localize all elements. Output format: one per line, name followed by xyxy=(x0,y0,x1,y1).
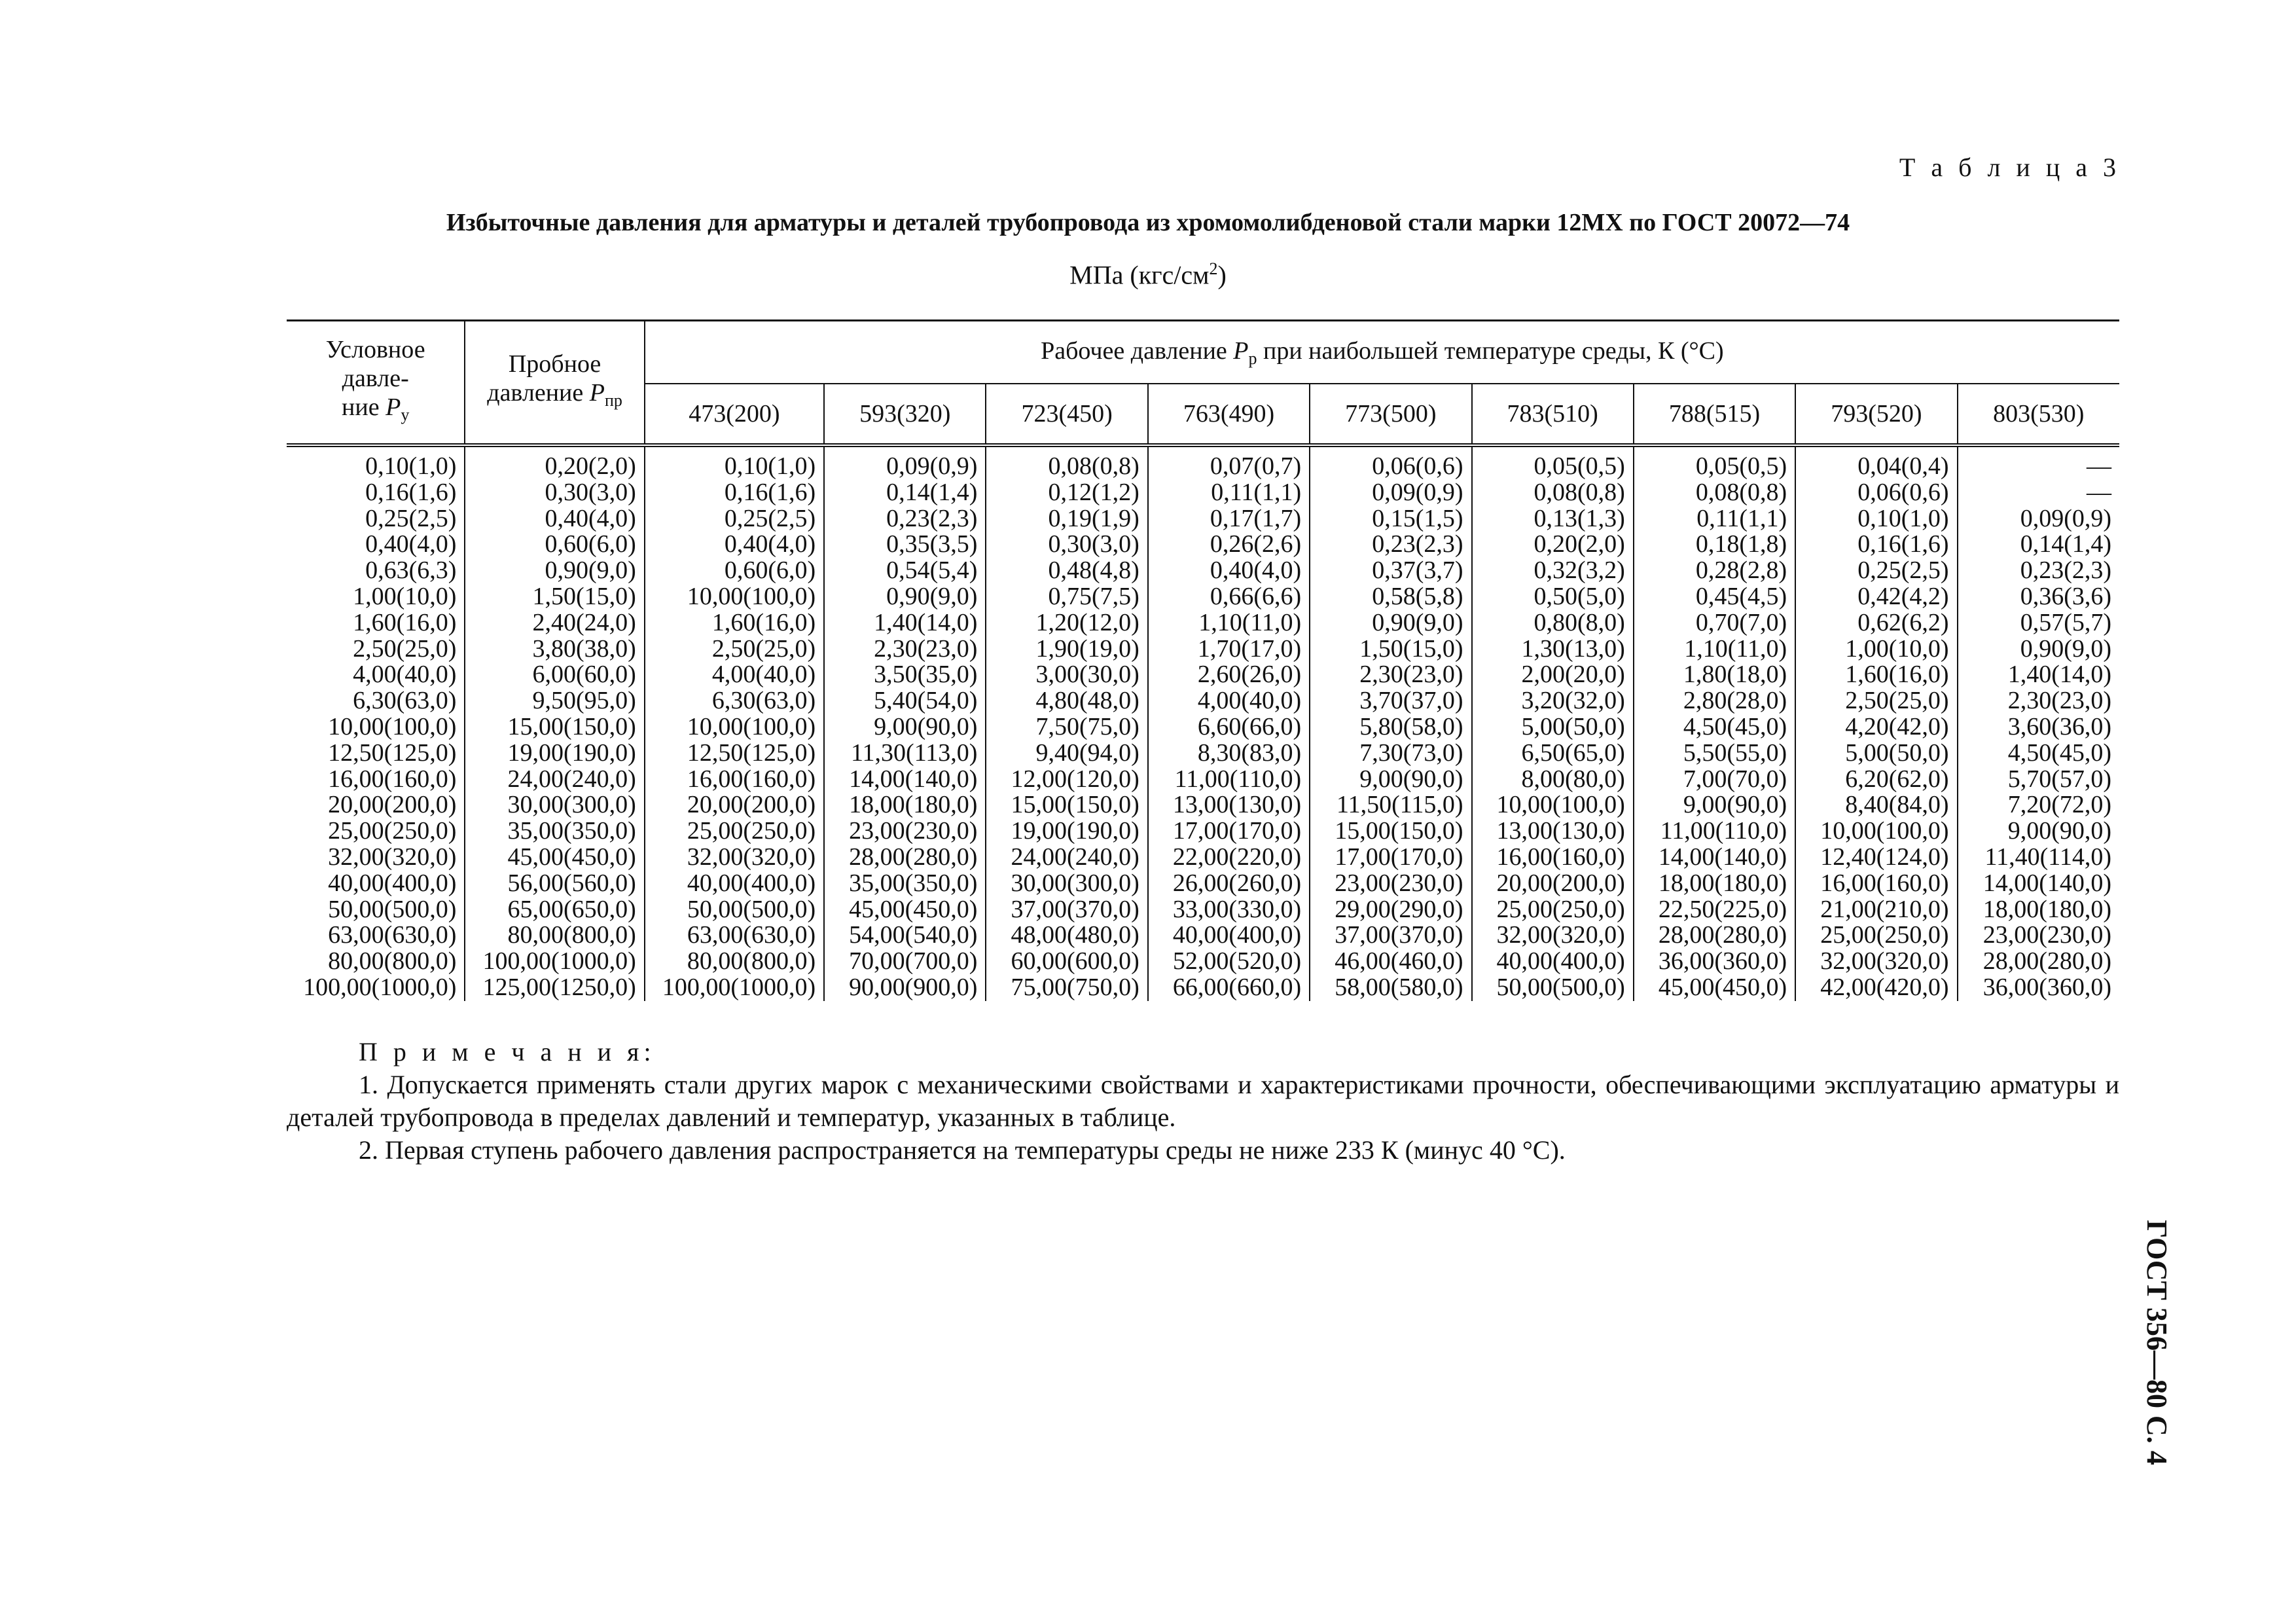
table-cell: 1,30(13,0) xyxy=(1472,636,1634,663)
table-cell: 12,00(120,0) xyxy=(986,767,1147,793)
table-cell: 18,00(180,0) xyxy=(1634,871,1795,897)
table-cell: 36,00(360,0) xyxy=(1634,949,1795,975)
table-cell: 54,00(540,0) xyxy=(824,922,986,949)
units-main: МПа (кгс/см xyxy=(1069,260,1210,290)
table-row xyxy=(287,818,2119,845)
table-cell: 35,00(350,0) xyxy=(465,818,644,845)
table-cell: 5,70(57,0) xyxy=(2007,765,2111,793)
table-row xyxy=(287,922,2119,949)
table-cell: 0,04(0,4) xyxy=(1795,445,1957,480)
table-cell: 56,00(560,0) xyxy=(465,871,644,897)
header-nominal-sub: у xyxy=(401,405,410,424)
table-cell: 19,00(190,0) xyxy=(986,818,1147,845)
table-cell: 0,90(9,0) xyxy=(824,584,986,610)
table-cell: 0,16(1,6) xyxy=(645,480,824,506)
header-test-sub: пр xyxy=(604,391,622,410)
table-cell: 90,00(900,0) xyxy=(824,975,986,1001)
table-cell: 66,00(660,0) xyxy=(1148,975,1310,1001)
table-cell: 1,00(10,0) xyxy=(1795,636,1957,663)
temperature-header: 788(515) xyxy=(1634,384,1795,445)
table-cell: 0,58(5,8) xyxy=(1310,584,1471,610)
table-cell: 22,00(220,0) xyxy=(1148,845,1310,871)
table-cell: 16,00(160,0) xyxy=(1472,845,1634,871)
table-cell: 19,00(190,0) xyxy=(465,740,644,767)
table-cell: 2,60(26,0) xyxy=(1148,662,1310,688)
table-cell: 2,50(25,0) xyxy=(645,636,824,663)
table-cell: 0,10(1,0) xyxy=(1795,506,1957,532)
table-row xyxy=(287,558,2119,584)
table-row xyxy=(287,897,2119,923)
table-cell: 3,80(38,0) xyxy=(465,636,644,663)
table-cell: 9,00(90,0) xyxy=(824,714,986,740)
table-cell: 16,00(160,0) xyxy=(645,767,824,793)
table-cell: 32,00(320,0) xyxy=(1795,949,1957,975)
table-cell: 0,13(1,3) xyxy=(1472,506,1634,532)
table-cell: 24,00(240,0) xyxy=(465,767,644,793)
table-cell: 65,00(650,0) xyxy=(465,897,644,923)
table-cell: 0,25(2,5) xyxy=(645,506,824,532)
table-cell: 1,90(19,0) xyxy=(986,636,1147,663)
table-cell: 0,11(1,1) xyxy=(1634,506,1795,532)
note-item: 2. Первая ступень рабочего давления распространяется на температуры среды не ниже 233 К (минус 40 °С). xyxy=(359,1135,1566,1165)
table-cell: 1,10(11,0) xyxy=(1634,636,1795,663)
table-cell: 0,90(9,0) xyxy=(2020,634,2111,663)
table-cell: 40,00(400,0) xyxy=(645,871,824,897)
table-cell: 0,50(5,0) xyxy=(1472,584,1634,610)
table-cell: 5,50(55,0) xyxy=(1634,740,1795,767)
table-cell: 1,40(14,0) xyxy=(824,610,986,636)
table-row xyxy=(287,975,2119,1001)
table-cell: 13,00(130,0) xyxy=(1472,818,1634,845)
table-cell: 100,00(1000,0) xyxy=(287,975,465,1001)
table-cell: 7,20(72,0) xyxy=(2007,791,2111,819)
table-cell: 10,00(100,0) xyxy=(287,714,465,740)
table-cell: 0,23(2,3) xyxy=(1310,532,1471,558)
table-cell: 0,25(2,5) xyxy=(287,506,465,532)
table-cell: 0,10(1,0) xyxy=(645,445,824,480)
table-cell: 2,50(25,0) xyxy=(1795,688,1957,714)
table-cell: 125,00(1250,0) xyxy=(465,975,644,1001)
table-cell: 2,40(24,0) xyxy=(465,610,644,636)
table-cell: 2,30(23,0) xyxy=(824,636,986,663)
table-cell: 5,00(50,0) xyxy=(1795,740,1957,767)
table-cell: 14,00(140,0) xyxy=(1634,845,1795,871)
table-cell: 28,00(280,0) xyxy=(1634,922,1795,949)
table-cell: 32,00(320,0) xyxy=(287,845,465,871)
header-nominal-pressure xyxy=(287,321,465,446)
table-cell: 18,00(180,0) xyxy=(1982,895,2111,923)
table-cell: 37,00(370,0) xyxy=(1310,922,1471,949)
table-cell: 0,11(1,1) xyxy=(1148,480,1310,506)
table-row xyxy=(287,949,2119,975)
table-cell: 0,10(1,0) xyxy=(287,445,465,480)
table-cell: 70,00(700,0) xyxy=(824,949,986,975)
table-cell: 0,05(0,5) xyxy=(1634,445,1795,480)
table-cell: 0,57(5,7) xyxy=(2020,608,2111,636)
table-cell: 9,40(94,0) xyxy=(986,740,1147,767)
table-cell: 6,50(65,0) xyxy=(1472,740,1634,767)
table-cell: 0,06(0,6) xyxy=(1795,480,1957,506)
header-nominal-line1: Условное давле- xyxy=(325,336,425,392)
table-row xyxy=(287,767,2119,793)
temperature-header: 773(500) xyxy=(1310,384,1471,445)
table-cell: 9,00(90,0) xyxy=(2007,817,2111,845)
table-cell: 6,00(60,0) xyxy=(465,662,644,688)
table-cell: 36,00(360,0) xyxy=(1982,973,2111,1001)
table-cell: 0,28(2,8) xyxy=(1634,558,1795,584)
table-cell: 4,00(40,0) xyxy=(1148,688,1310,714)
table-cell: 0,30(3,0) xyxy=(986,532,1147,558)
header-working-text-a: Рабочее давление xyxy=(1041,337,1234,365)
table-cell: 0,20(2,0) xyxy=(1472,532,1634,558)
table-cell: 18,00(180,0) xyxy=(824,792,986,818)
temperature-header: 803(530) xyxy=(1958,384,2119,445)
table-cell: 1,50(15,0) xyxy=(1310,636,1471,663)
notes-section xyxy=(287,1036,2119,1167)
table-cell: 17,00(170,0) xyxy=(1310,845,1471,871)
table-cell: 24,00(240,0) xyxy=(986,845,1147,871)
table-cell: 30,00(300,0) xyxy=(465,792,644,818)
table-cell: 8,40(84,0) xyxy=(1795,792,1957,818)
table-cell: 15,00(150,0) xyxy=(1310,818,1471,845)
header-test-pressure xyxy=(465,321,644,446)
pressure-table xyxy=(287,319,2119,1001)
table-label: Т а б л и ц а 3 xyxy=(1899,153,2121,182)
table-cell: — xyxy=(2087,478,2111,506)
table-cell: 2,30(23,0) xyxy=(2007,687,2111,715)
table-cell: 40,00(400,0) xyxy=(287,871,465,897)
temperature-header: 763(490) xyxy=(1148,384,1310,445)
table-cell: 0,14(1,4) xyxy=(2020,530,2111,558)
table-cell: 15,00(150,0) xyxy=(986,792,1147,818)
table-cell: 21,00(210,0) xyxy=(1795,897,1957,923)
table-cell: 6,20(62,0) xyxy=(1795,767,1957,793)
table-cell: 4,00(40,0) xyxy=(645,662,824,688)
document-title: Избыточные давления для арматуры и деталей трубопровода из хромомолибденовой стали марки 12МХ по ГОСТ 20072—74 xyxy=(446,209,1850,236)
table-cell: 11,30(113,0) xyxy=(824,740,986,767)
table-cell: 12,50(125,0) xyxy=(287,740,465,767)
notes-title: П р и м е ч а н и я: xyxy=(359,1037,656,1067)
table-cell: 52,00(520,0) xyxy=(1148,949,1310,975)
table-cell: 12,50(125,0) xyxy=(645,740,824,767)
table-cell: 100,00(1000,0) xyxy=(465,949,644,975)
table-cell: 2,50(25,0) xyxy=(287,636,465,663)
table-cell: 23,00(230,0) xyxy=(824,818,986,845)
header-test-line2: давление xyxy=(487,379,590,407)
table-cell: 11,40(114,0) xyxy=(1984,843,2111,871)
table-cell: 0,16(1,6) xyxy=(1795,532,1957,558)
table-cell: 7,30(73,0) xyxy=(1310,740,1471,767)
temperature-header: 723(450) xyxy=(986,384,1147,445)
units-close: ) xyxy=(1217,260,1227,290)
header-nominal-line2: ние xyxy=(342,393,386,421)
table-row xyxy=(287,532,2119,558)
table-cell: 0,07(0,7) xyxy=(1148,445,1310,480)
table-cell: 1,50(15,0) xyxy=(465,584,644,610)
table-cell: 0,17(1,7) xyxy=(1148,506,1310,532)
table-cell: 50,00(500,0) xyxy=(645,897,824,923)
table-cell: 25,00(250,0) xyxy=(1472,897,1634,923)
table-cell: 80,00(800,0) xyxy=(645,949,824,975)
table-cell: 2,80(28,0) xyxy=(1634,688,1795,714)
table-cell: 3,60(36,0) xyxy=(2007,712,2111,740)
header-working-symbol: P xyxy=(1233,337,1249,365)
table-cell: 20,00(200,0) xyxy=(1472,871,1634,897)
table-cell: 2,00(20,0) xyxy=(1472,662,1634,688)
table-cell: 10,00(100,0) xyxy=(645,714,824,740)
table-cell: 9,00(90,0) xyxy=(1634,792,1795,818)
table-cell: 0,40(4,0) xyxy=(645,532,824,558)
table-cell: 0,63(6,3) xyxy=(287,558,465,584)
temperature-header: 473(200) xyxy=(645,384,824,445)
table-cell: 0,75(7,5) xyxy=(986,584,1147,610)
table-cell: 0,09(0,9) xyxy=(824,445,986,480)
table-cell: 7,00(70,0) xyxy=(1634,767,1795,793)
table-cell: 0,26(2,6) xyxy=(1148,532,1310,558)
table-cell: 4,80(48,0) xyxy=(986,688,1147,714)
table-cell: 13,00(130,0) xyxy=(1148,792,1310,818)
header-nominal-symbol: P xyxy=(386,393,401,421)
table-row xyxy=(287,871,2119,897)
table-cell: 0,37(3,7) xyxy=(1310,558,1471,584)
table-cell: 25,00(250,0) xyxy=(645,818,824,845)
table-cell: 5,40(54,0) xyxy=(824,688,986,714)
table-cell: 0,60(6,0) xyxy=(465,532,644,558)
table-cell: 0,45(4,5) xyxy=(1634,584,1795,610)
table-cell: 0,54(5,4) xyxy=(824,558,986,584)
table-cell: 12,40(124,0) xyxy=(1795,845,1957,871)
table-cell: 0,18(1,8) xyxy=(1634,532,1795,558)
table-cell: 0,90(9,0) xyxy=(465,558,644,584)
table-cell: 100,00(1000,0) xyxy=(645,975,824,1001)
table-row xyxy=(287,636,2119,663)
note-item: 1. Допускается применять стали других марок с механическими свойствами и характеристиками прочности, обеспечивающими эксплуатацию арматуры и деталей трубопровода в пределах давлений и температур, указанных в таблице. xyxy=(287,1070,2119,1132)
table-body xyxy=(287,445,2119,1001)
table-cell: 10,00(100,0) xyxy=(1472,792,1634,818)
table-cell: 3,50(35,0) xyxy=(824,662,986,688)
table-cell: 25,00(250,0) xyxy=(1795,922,1957,949)
table-cell: 1,70(17,0) xyxy=(1148,636,1310,663)
table-cell: 0,23(2,3) xyxy=(824,506,986,532)
table-cell: 0,32(3,2) xyxy=(1472,558,1634,584)
table-cell: 5,80(58,0) xyxy=(1310,714,1471,740)
table-cell: 0,30(3,0) xyxy=(465,480,644,506)
table-cell: 6,30(63,0) xyxy=(645,688,824,714)
table-cell: 42,00(420,0) xyxy=(1795,975,1957,1001)
table-cell: 40,00(400,0) xyxy=(1472,949,1634,975)
table-cell: 1,80(18,0) xyxy=(1634,662,1795,688)
table-cell: 26,00(260,0) xyxy=(1148,871,1310,897)
table-cell: 29,00(290,0) xyxy=(1310,897,1471,923)
header-working-text-b: при наибольшей температуре среды, К (°С) xyxy=(1257,337,1724,365)
table-row xyxy=(287,584,2119,610)
table-cell: 0,09(0,9) xyxy=(1310,480,1471,506)
table-cell: 50,00(500,0) xyxy=(287,897,465,923)
table-cell: 80,00(800,0) xyxy=(287,949,465,975)
table-cell: 20,00(200,0) xyxy=(645,792,824,818)
table-cell: 1,60(16,0) xyxy=(287,610,465,636)
table-cell: 80,00(800,0) xyxy=(465,922,644,949)
table-cell: 0,08(0,8) xyxy=(1634,480,1795,506)
table-cell: 25,00(250,0) xyxy=(287,818,465,845)
table-cell: 1,60(16,0) xyxy=(645,610,824,636)
table-cell: 20,00(200,0) xyxy=(287,792,465,818)
header-working-pressure xyxy=(645,321,2119,384)
table-cell: 8,30(83,0) xyxy=(1148,740,1310,767)
table-cell: 16,00(160,0) xyxy=(1795,871,1957,897)
table-cell: 30,00(300,0) xyxy=(986,871,1147,897)
table-cell: 0,40(4,0) xyxy=(1148,558,1310,584)
table-row xyxy=(287,662,2119,688)
table-cell: 0,90(9,0) xyxy=(1310,610,1471,636)
header-test-line1: Пробное xyxy=(508,350,601,378)
table-cell: 0,23(2,3) xyxy=(2020,556,2111,585)
table-cell: 63,00(630,0) xyxy=(645,922,824,949)
table-cell: 45,00(450,0) xyxy=(824,897,986,923)
table-cell: 45,00(450,0) xyxy=(1634,975,1795,1001)
table-cell: 63,00(630,0) xyxy=(287,922,465,949)
table-cell: 4,00(40,0) xyxy=(287,662,465,688)
table-cell: 50,00(500,0) xyxy=(1472,975,1634,1001)
table-cell: 0,08(0,8) xyxy=(986,445,1147,480)
table-cell: 1,10(11,0) xyxy=(1148,610,1310,636)
table-cell: 8,00(80,0) xyxy=(1472,767,1634,793)
table-cell: 28,00(280,0) xyxy=(824,845,986,871)
table-cell: 1,20(12,0) xyxy=(986,610,1147,636)
side-page-mark xyxy=(2130,1211,2183,1473)
table-cell: 0,25(2,5) xyxy=(1795,558,1957,584)
table-cell: 0,42(4,2) xyxy=(1795,584,1957,610)
table-row xyxy=(287,740,2119,767)
table-row xyxy=(287,714,2119,740)
table-cell: 15,00(150,0) xyxy=(465,714,644,740)
units-label xyxy=(0,259,2296,290)
table-cell: 0,16(1,6) xyxy=(287,480,465,506)
header-working-sub: р xyxy=(1248,348,1257,368)
table-cell: 0,80(8,0) xyxy=(1472,610,1634,636)
table-row xyxy=(287,480,2119,506)
table-cell: 0,09(0,9) xyxy=(2020,504,2111,532)
table-cell: 22,50(225,0) xyxy=(1634,897,1795,923)
temperature-header: 783(510) xyxy=(1472,384,1634,445)
table-cell: 0,62(6,2) xyxy=(1795,610,1957,636)
table-cell: 6,30(63,0) xyxy=(287,688,465,714)
table-cell: 0,48(4,8) xyxy=(986,558,1147,584)
table-cell: 11,00(110,0) xyxy=(1148,767,1310,793)
table-cell: 4,50(45,0) xyxy=(1634,714,1795,740)
table-cell: 9,00(90,0) xyxy=(1310,767,1471,793)
table-cell: 58,00(580,0) xyxy=(1310,975,1471,1001)
table-cell: 0,20(2,0) xyxy=(465,445,644,480)
table-cell: — xyxy=(2087,452,2111,480)
table-cell: 0,15(1,5) xyxy=(1310,506,1471,532)
table-row xyxy=(287,792,2119,818)
table-cell: 0,66(6,6) xyxy=(1148,584,1310,610)
table-cell: 0,40(4,0) xyxy=(465,506,644,532)
table-cell: 10,00(100,0) xyxy=(1795,818,1957,845)
header-test-symbol: P xyxy=(589,379,605,407)
table-cell: 5,00(50,0) xyxy=(1472,714,1634,740)
table-cell: 17,00(170,0) xyxy=(1148,818,1310,845)
table-cell: 0,40(4,0) xyxy=(287,532,465,558)
table-row xyxy=(287,506,2119,532)
table-cell: 0,19(1,9) xyxy=(986,506,1147,532)
table-cell: 7,50(75,0) xyxy=(986,714,1147,740)
table-cell: 46,00(460,0) xyxy=(1310,949,1471,975)
table-cell: 0,14(1,4) xyxy=(824,480,986,506)
table-cell: 32,00(320,0) xyxy=(645,845,824,871)
units-superscript: 2 xyxy=(1209,259,1218,278)
table-cell: 11,50(115,0) xyxy=(1310,792,1471,818)
table-cell: 3,70(37,0) xyxy=(1310,688,1471,714)
table-cell: 40,00(400,0) xyxy=(1148,922,1310,949)
table-cell: 0,05(0,5) xyxy=(1472,445,1634,480)
table-cell: 14,00(140,0) xyxy=(1982,869,2111,897)
table-cell: 6,60(66,0) xyxy=(1148,714,1310,740)
temperature-header: 793(520) xyxy=(1795,384,1957,445)
table-cell: 37,00(370,0) xyxy=(986,897,1147,923)
temperature-header: 593(320) xyxy=(824,384,986,445)
table-cell: 33,00(330,0) xyxy=(1148,897,1310,923)
table-cell: 45,00(450,0) xyxy=(465,845,644,871)
table-cell: 0,12(1,2) xyxy=(986,480,1147,506)
table-row xyxy=(287,845,2119,871)
table-cell: 4,20(42,0) xyxy=(1795,714,1957,740)
table-cell: 23,00(230,0) xyxy=(1982,921,2111,949)
table-cell: 60,00(600,0) xyxy=(986,949,1147,975)
table-cell: 1,60(16,0) xyxy=(1795,662,1957,688)
table-header xyxy=(287,321,2119,446)
table-cell: 9,50(95,0) xyxy=(465,688,644,714)
table-cell: 0,35(3,5) xyxy=(824,532,986,558)
table-cell: 10,00(100,0) xyxy=(645,584,824,610)
table-cell: 2,30(23,0) xyxy=(1310,662,1471,688)
table-cell: 32,00(320,0) xyxy=(1472,922,1634,949)
table-cell: 3,00(30,0) xyxy=(986,662,1147,688)
table-cell: 0,06(0,6) xyxy=(1310,445,1471,480)
table-cell: 16,00(160,0) xyxy=(287,767,465,793)
table-row xyxy=(287,445,2119,480)
table-cell: 1,40(14,0) xyxy=(2007,661,2111,689)
table-cell: 0,08(0,8) xyxy=(1472,480,1634,506)
table-cell: 4,50(45,0) xyxy=(2007,739,2111,767)
table-cell: 14,00(140,0) xyxy=(824,767,986,793)
table-cell: 1,00(10,0) xyxy=(287,584,465,610)
table-cell: 48,00(480,0) xyxy=(986,922,1147,949)
table-cell: 75,00(750,0) xyxy=(986,975,1147,1001)
table-cell: 0,60(6,0) xyxy=(645,558,824,584)
table-row xyxy=(287,688,2119,714)
table-cell: 23,00(230,0) xyxy=(1310,871,1471,897)
table-cell: 28,00(280,0) xyxy=(1982,947,2111,976)
table-cell: 11,00(110,0) xyxy=(1634,818,1795,845)
table-cell: 35,00(350,0) xyxy=(824,871,986,897)
side-page-mark-text: ГОСТ 356—80 С. 4 xyxy=(2140,1219,2173,1465)
table-cell: 0,70(7,0) xyxy=(1634,610,1795,636)
table-row xyxy=(287,610,2119,636)
table-cell: 3,20(32,0) xyxy=(1472,688,1634,714)
table-cell: 0,36(3,6) xyxy=(2020,582,2111,610)
